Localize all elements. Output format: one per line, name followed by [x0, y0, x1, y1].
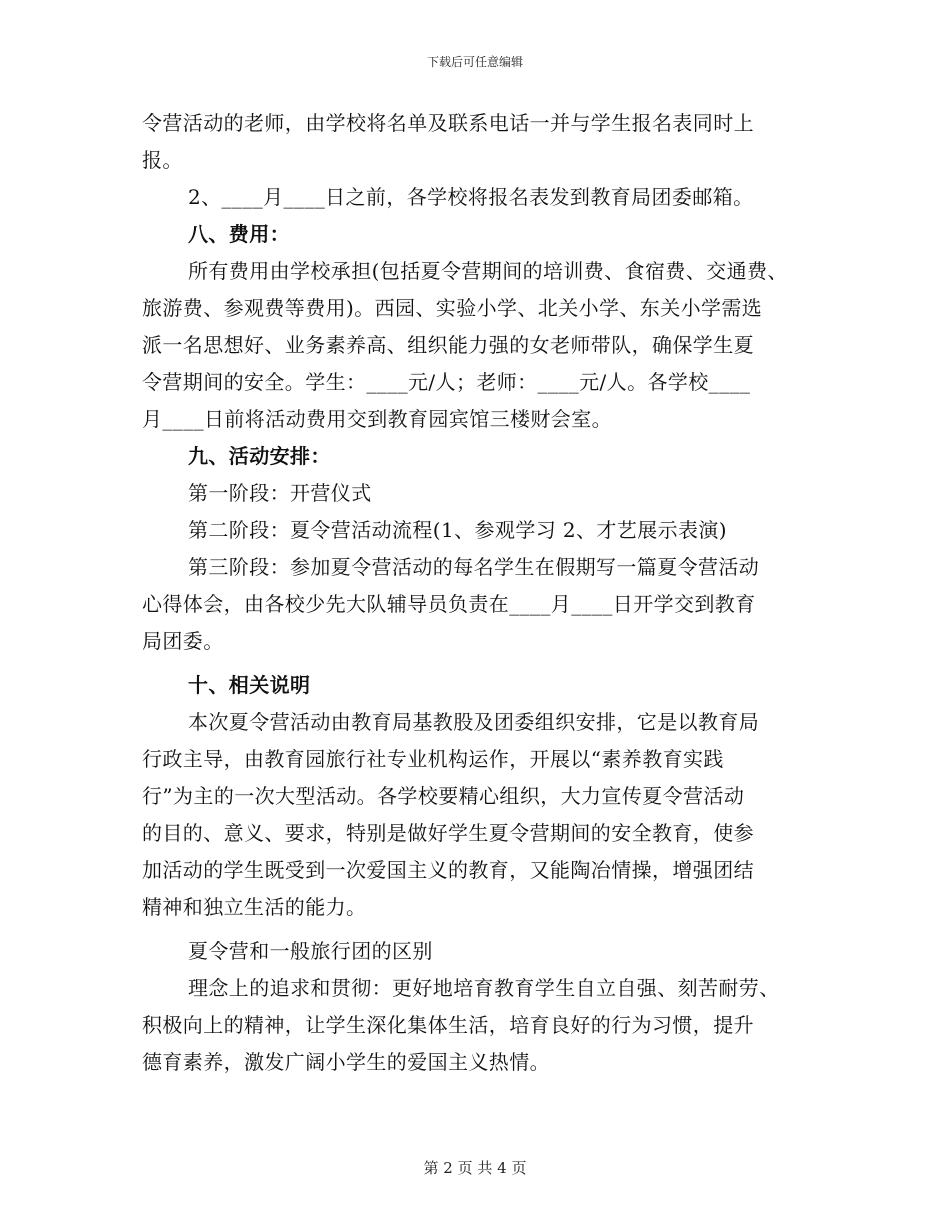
paragraph-line: 精神和独立生活的能力。 [142, 895, 367, 919]
paragraph-line: 月____日前将活动费用交到教育园宾馆三楼财会室。 [142, 407, 612, 431]
paragraph-line: 本次夏令营活动由教育局基教股及团委组织安排，它是以教育局 [188, 710, 760, 734]
paragraph-line: 加活动的学生既受到一次爱国主义的教育，又能陶冶情操，增强团结 [142, 858, 754, 882]
paragraph-line: 第一阶段：开营仪式 [188, 481, 372, 505]
paragraph-line: 第二阶段：夏令营活动流程(1、参观学习 2、才艺展示表演) [188, 518, 728, 542]
paragraph-line: 2、____月____日之前，各学校将报名表发到教育局团委邮箱。 [188, 185, 754, 209]
paragraph-line: 派一名思想好、业务素养高、组织能力强的女老师带队，确保学生夏 [142, 333, 754, 357]
section-heading-notes: 十、相关说明 [188, 673, 311, 697]
paragraph-line: 局团委。 [142, 629, 224, 653]
paragraph-line: 德育素养，激发广阔小学生的爱国主义热情。 [142, 1050, 550, 1074]
paragraph-line: 心得体会，由各校少先大队辅导员负责在____月____日开学交到教育 [142, 592, 756, 616]
paragraph-line: 第三阶段：参加夏令营活动的每名学生在假期写一篇夏令营活动 [188, 555, 760, 579]
paragraph-line: 令营活动的老师，由学校将名单及联系电话一并与学生报名表同时上 [142, 111, 754, 135]
paragraph-line: 报。 [142, 148, 183, 172]
paragraph-line: 积极向上的精神，让学生深化集体生活，培育良好的行为习惯，提升 [142, 1013, 754, 1037]
section-heading-schedule: 九、活动安排： [188, 444, 331, 468]
paragraph-line: 所有费用由学校承担(包括夏令营期间的培训费、食宿费、交通费、 [188, 259, 788, 283]
subheading-difference: 夏令营和一般旅行团的区别 [188, 939, 433, 963]
paragraph-line: 行”为主的一次大型活动。各学校要精心组织，大力宣传夏令营活动 [142, 784, 745, 808]
document-body [142, 105, 812, 1081]
paragraph-line: 旅游费、参观费等费用)。西园、实验小学、北关小学、东关小学需选 [142, 296, 763, 320]
paragraph-line: 理念上的追求和贯彻：更好地培育教育学生自立自强、刻苦耐劳、 [188, 976, 780, 1000]
paragraph-line: 行政主导，由教育园旅行社专业机构运作，开展以“素养教育实践 [142, 747, 724, 771]
paragraph-line: 令营期间的安全。学生：____元/人；老师：____元/人。各学校____ [142, 370, 751, 394]
section-heading-fees: 八、费用： [188, 222, 290, 246]
paragraph-line: 的目的、意义、要求，特别是做好学生夏令营期间的安全教育，使参 [142, 821, 754, 845]
page-header: 下载后可任意编辑 [426, 55, 523, 69]
page-footer: 第 2 页 共 4 页 [423, 1159, 527, 1177]
